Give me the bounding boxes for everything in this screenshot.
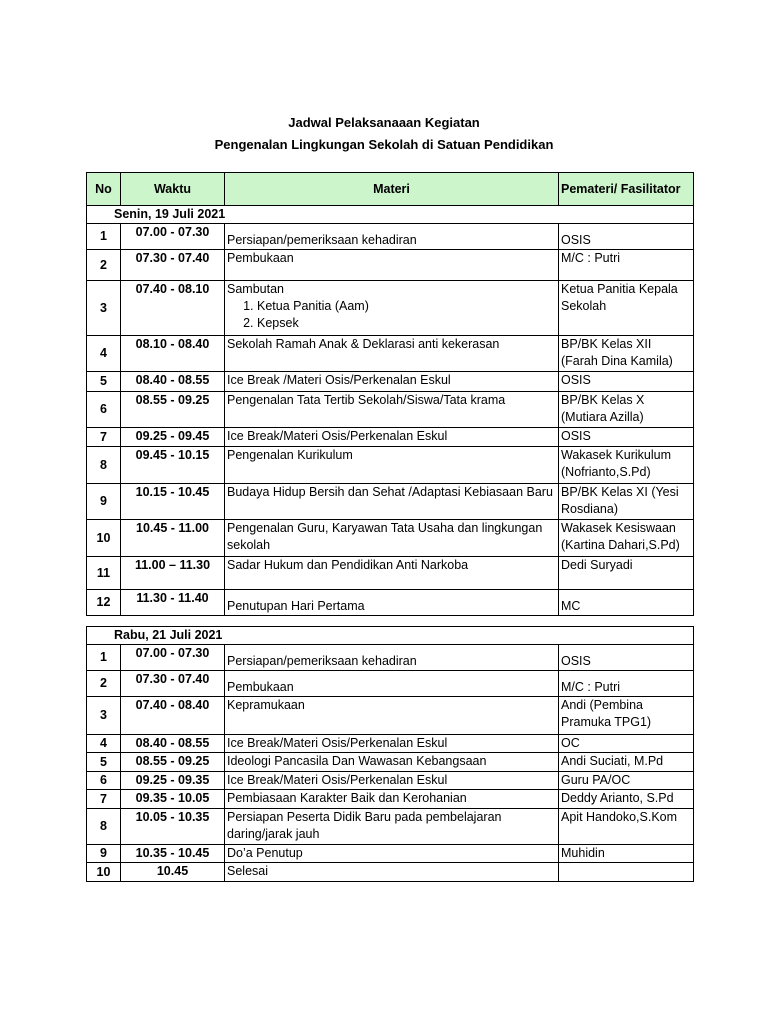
row-time: 07.40 - 08.10 xyxy=(121,281,225,336)
row-time: 10.15 - 10.45 xyxy=(121,484,225,520)
table-row xyxy=(87,590,694,616)
row-pemateri: OSIS xyxy=(559,372,694,392)
row-pemateri: Deddy Arianto, S.Pd xyxy=(559,790,694,809)
row-number: 6 xyxy=(87,392,121,428)
table-row xyxy=(87,790,694,809)
header-waktu: Waktu xyxy=(121,173,225,206)
row-number: 3 xyxy=(87,697,121,735)
table-row xyxy=(87,281,694,336)
row-materi-text: Ice Break /Materi Osis/Perkenalan Eskul xyxy=(227,373,451,387)
table-row xyxy=(87,428,694,447)
row-materi xyxy=(225,428,559,447)
row-materi-text: Pembukaan xyxy=(227,680,294,694)
row-time: 07.40 - 08.40 xyxy=(121,697,225,735)
row-pemateri xyxy=(559,863,694,882)
row-materi-text: Budaya Hidup Bersih dan Sehat /Adaptasi Kebiasaan Baru xyxy=(227,485,553,499)
row-number: 10 xyxy=(87,863,121,882)
table-row xyxy=(87,697,694,735)
row-number: 2 xyxy=(87,250,121,281)
row-pemateri: M/C : Putri xyxy=(559,250,694,281)
row-materi xyxy=(225,645,559,671)
table-row xyxy=(87,845,694,863)
row-number: 1 xyxy=(87,645,121,671)
row-number: 8 xyxy=(87,447,121,484)
row-materi xyxy=(225,863,559,882)
day-label: Rabu, 21 Juli 2021 xyxy=(87,627,694,645)
row-pemateri: M/C : Putri xyxy=(559,671,694,697)
row-materi xyxy=(225,735,559,753)
row-number: 4 xyxy=(87,336,121,372)
row-materi-text: Pengenalan Guru, Karyawan Tata Usaha dan lingkungan sekolah xyxy=(227,521,543,552)
row-materi xyxy=(225,557,559,590)
materi-subitem: 1. Ketua Panitia (Aam) xyxy=(257,298,556,315)
row-number: 12 xyxy=(87,590,121,616)
table-row xyxy=(87,484,694,520)
table-row xyxy=(87,447,694,484)
row-materi xyxy=(225,590,559,616)
table-row xyxy=(87,224,694,250)
row-pemateri: Wakasek Kurikulum (Nofrianto,S.Pd) xyxy=(559,447,694,484)
row-materi xyxy=(225,392,559,428)
row-pemateri: Dedi Suryadi xyxy=(559,557,694,590)
row-materi-text: Persiapan/pemeriksaan kehadiran xyxy=(227,654,417,668)
row-materi-text: Persiapan/pemeriksaan kehadiran xyxy=(227,233,417,247)
row-number: 1 xyxy=(87,224,121,250)
row-materi-text: Ideologi Pancasila Dan Wawasan Kebangsaan xyxy=(227,754,487,768)
row-number: 7 xyxy=(87,790,121,809)
day-label: Senin, 19 Juli 2021 xyxy=(87,206,694,224)
day-row xyxy=(87,206,694,224)
schedule-table-day1 xyxy=(86,172,694,616)
row-materi xyxy=(225,697,559,735)
row-materi-text: Do’a Penutup xyxy=(227,846,303,860)
row-time: 08.55 - 09.25 xyxy=(121,753,225,772)
row-materi xyxy=(225,281,559,336)
table-row xyxy=(87,336,694,372)
row-number: 11 xyxy=(87,557,121,590)
row-materi-text: Ice Break/Materi Osis/Perkenalan Eskul xyxy=(227,773,448,787)
row-materi xyxy=(225,336,559,372)
table-row xyxy=(87,772,694,790)
table-row xyxy=(87,753,694,772)
row-number: 4 xyxy=(87,735,121,753)
row-pemateri: OSIS xyxy=(559,428,694,447)
row-pemateri: BP/BK Kelas X (Mutiara Azilla) xyxy=(559,392,694,428)
row-number: 10 xyxy=(87,520,121,557)
row-materi xyxy=(225,845,559,863)
row-time: 08.55 - 09.25 xyxy=(121,392,225,428)
row-pemateri: Apit Handoko,S.Kom xyxy=(559,809,694,845)
row-materi xyxy=(225,250,559,281)
row-time: 09.25 - 09.45 xyxy=(121,428,225,447)
row-materi-text: Sadar Hukum dan Pendidikan Anti Narkoba xyxy=(227,558,469,572)
table-row xyxy=(87,250,694,281)
table-row xyxy=(87,372,694,392)
row-time: 08.10 - 08.40 xyxy=(121,336,225,372)
row-materi-text: Pembukaan xyxy=(227,251,294,265)
row-materi xyxy=(225,372,559,392)
row-materi xyxy=(225,790,559,809)
row-materi xyxy=(225,671,559,697)
row-time: 09.25 - 09.35 xyxy=(121,772,225,790)
header-materi: Materi xyxy=(225,173,559,206)
row-materi-text: Persiapan Peserta Didik Baru pada pembelajaran daring/jarak jauh xyxy=(227,810,502,841)
row-materi-text: Pembiasaan Karakter Baik dan Kerohanian xyxy=(227,791,467,805)
row-materi-text: Selesai xyxy=(227,864,268,878)
row-time: 07.30 - 07.40 xyxy=(121,671,225,697)
row-number: 9 xyxy=(87,845,121,863)
row-pemateri: OSIS xyxy=(559,645,694,671)
row-number: 5 xyxy=(87,753,121,772)
table-row xyxy=(87,645,694,671)
row-time: 09.45 - 10.15 xyxy=(121,447,225,484)
table-row xyxy=(87,735,694,753)
row-materi-text: Sambutan xyxy=(227,282,284,296)
table-row xyxy=(87,392,694,428)
row-time: 10.45 - 11.00 xyxy=(121,520,225,557)
row-number: 3 xyxy=(87,281,121,336)
row-time: 08.40 - 08.55 xyxy=(121,372,225,392)
row-number: 7 xyxy=(87,428,121,447)
row-time: 11.30 - 11.40 xyxy=(121,590,225,616)
row-pemateri: OC xyxy=(559,735,694,753)
header-pemateri: Pemateri/ Fasilitator xyxy=(559,173,694,206)
row-pemateri: OSIS xyxy=(559,224,694,250)
header-no: No xyxy=(87,173,121,206)
row-materi xyxy=(225,772,559,790)
row-number: 8 xyxy=(87,809,121,845)
table-row xyxy=(87,520,694,557)
row-pemateri: BP/BK Kelas XII (Farah Dina Kamila) xyxy=(559,336,694,372)
row-materi-text: Penutupan Hari Pertama xyxy=(227,599,365,613)
document-subtitle: Pengenalan Lingkungan Sekolah di Satuan Pendidikan xyxy=(214,137,554,152)
row-number: 9 xyxy=(87,484,121,520)
row-pemateri: Andi (Pembina Pramuka TPG1) xyxy=(559,697,694,735)
row-pemateri: Wakasek Kesiswaan (Kartina Dahari,S.Pd) xyxy=(559,520,694,557)
row-pemateri: Ketua Panitia Kepala Sekolah xyxy=(559,281,694,336)
row-materi-text: Pengenalan Kurikulum xyxy=(227,448,353,462)
row-materi-text: Pengenalan Tata Tertib Sekolah/Siswa/Tata krama xyxy=(227,393,506,407)
row-materi-text: Kepramukaan xyxy=(227,698,305,712)
row-number: 6 xyxy=(87,772,121,790)
row-time: 07.30 - 07.40 xyxy=(121,250,225,281)
row-time: 10.45 xyxy=(121,863,225,882)
row-pemateri: BP/BK Kelas XI (Yesi Rosdiana) xyxy=(559,484,694,520)
row-materi xyxy=(225,224,559,250)
row-pemateri: Guru PA/OC xyxy=(559,772,694,790)
materi-subitem: 2. Kepsek xyxy=(257,315,556,332)
row-time: 10.05 - 10.35 xyxy=(121,809,225,845)
row-time: 08.40 - 08.55 xyxy=(121,735,225,753)
table-row xyxy=(87,809,694,845)
day-row xyxy=(87,627,694,645)
document-title: Jadwal Pelaksanaaan Kegiatan xyxy=(288,115,480,130)
row-materi-text: Ice Break/Materi Osis/Perkenalan Eskul xyxy=(227,429,448,443)
row-pemateri: Muhidin xyxy=(559,845,694,863)
table-row xyxy=(87,557,694,590)
row-time: 09.35 - 10.05 xyxy=(121,790,225,809)
row-pemateri: Andi Suciati, M.Pd xyxy=(559,753,694,772)
row-pemateri: MC xyxy=(559,590,694,616)
materi-sublist xyxy=(227,298,556,332)
row-materi-text: Ice Break/Materi Osis/Perkenalan Eskul xyxy=(227,736,448,750)
row-materi xyxy=(225,520,559,557)
row-materi xyxy=(225,447,559,484)
row-time: 11.00 – 11.30 xyxy=(121,557,225,590)
row-materi-text: Sekolah Ramah Anak & Deklarasi anti kekerasan xyxy=(227,337,500,351)
schedule-table-day2 xyxy=(86,626,694,882)
row-number: 5 xyxy=(87,372,121,392)
table-row xyxy=(87,863,694,882)
row-materi xyxy=(225,753,559,772)
row-time: 07.00 - 07.30 xyxy=(121,645,225,671)
table-row xyxy=(87,671,694,697)
row-materi xyxy=(225,809,559,845)
row-time: 10.35 - 10.45 xyxy=(121,845,225,863)
row-materi xyxy=(225,484,559,520)
row-time: 07.00 - 07.30 xyxy=(121,224,225,250)
row-number: 2 xyxy=(87,671,121,697)
